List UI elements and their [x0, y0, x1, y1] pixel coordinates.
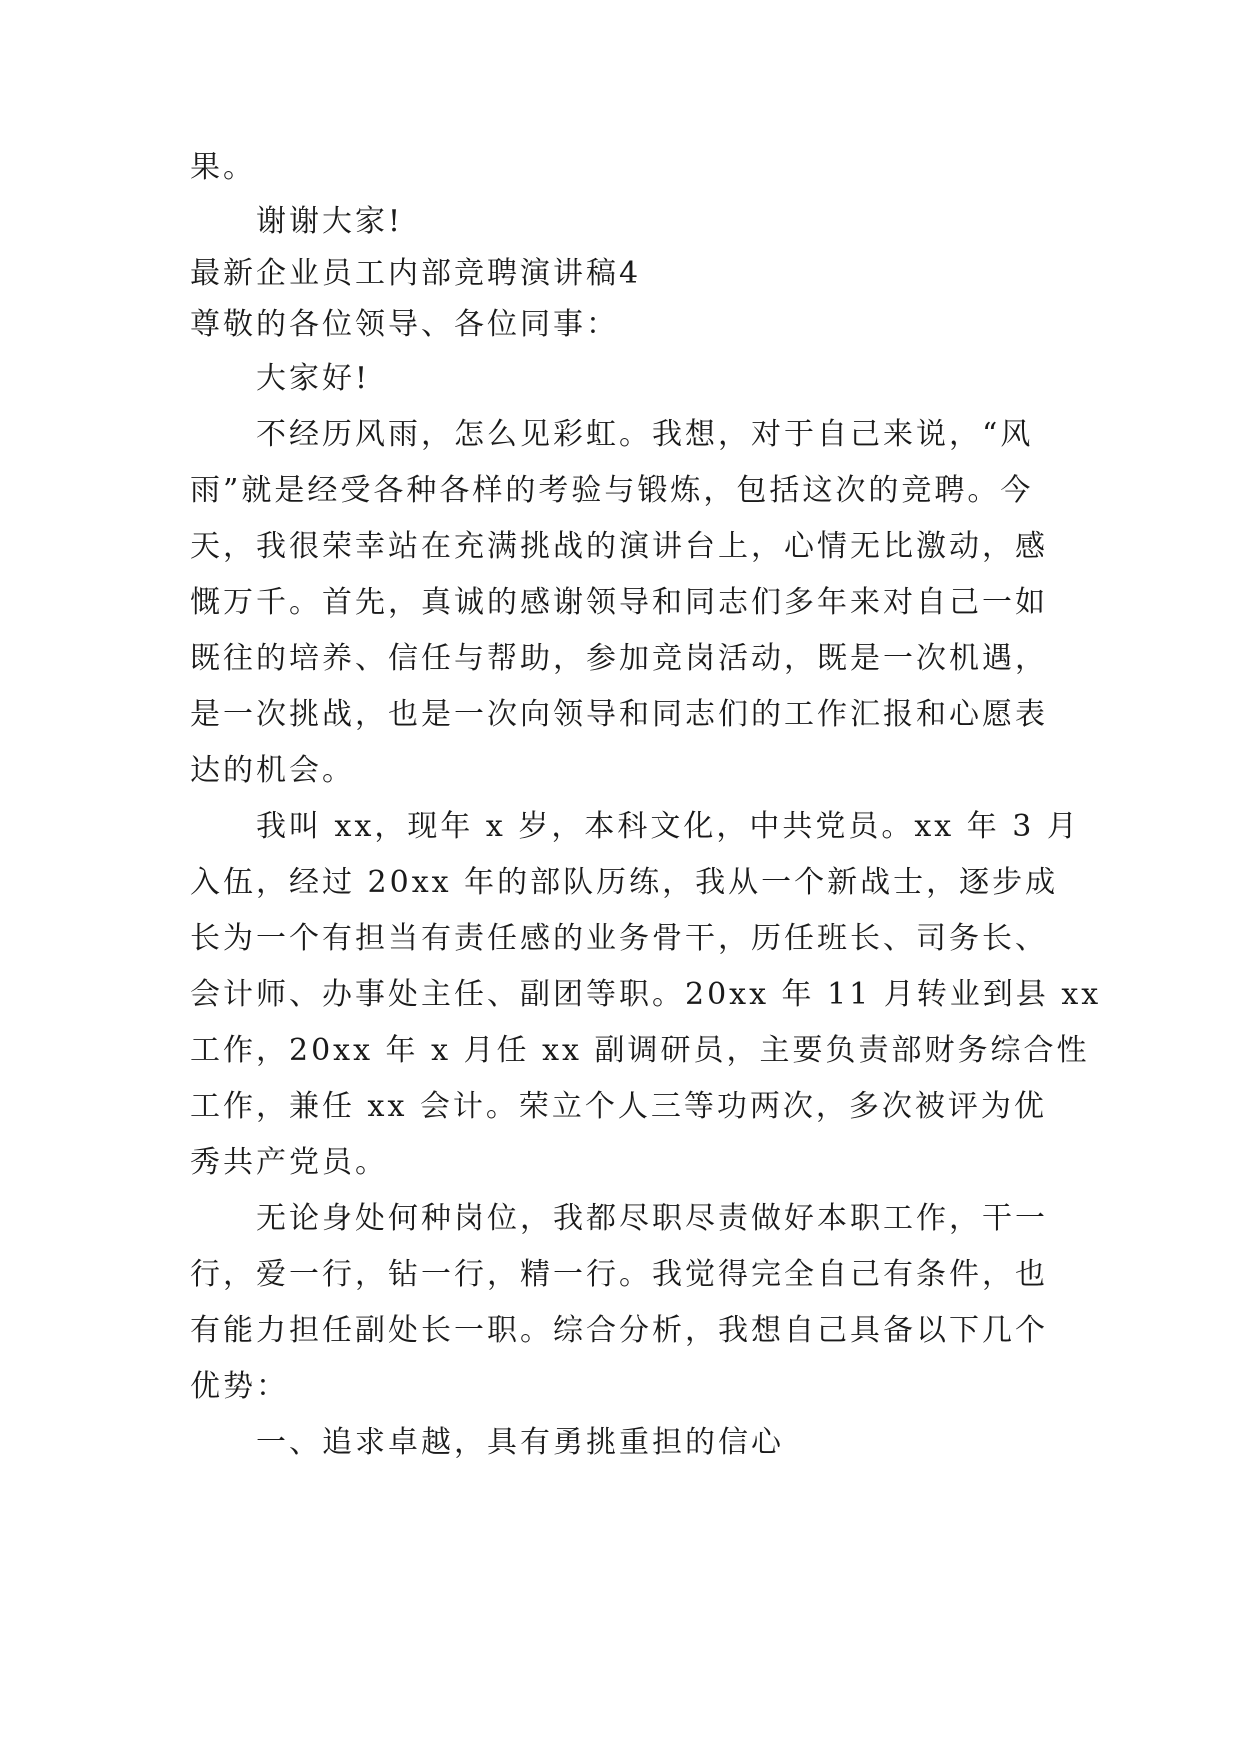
paragraph-line: 行，爱一行，钻一行，精一行。我觉得完全自己有条件，也 — [190, 1257, 1048, 1292]
paragraph-line: 不经历风雨，怎么见彩虹。我想，对于自己来说，“风 — [256, 417, 1034, 452]
text-line: 果。 — [190, 150, 256, 185]
paragraph-line: 长为一个有担当有责任感的业务骨干，历任班长、司务长、 — [190, 921, 1048, 956]
paragraph-line: 优势： — [190, 1369, 289, 1404]
greeting: 大家好! — [256, 361, 371, 396]
paragraph-line: 既往的培养、信任与帮助，参加竞岗活动，既是一次机遇， — [190, 641, 1048, 676]
paragraph-line: 会计师、办事处主任、副团等职。20xx 年 11 月转业到县 xx — [190, 977, 1102, 1012]
closing-thanks: 谢谢大家! — [256, 204, 404, 239]
paragraph-line: 天，我很荣幸站在充满挑战的演讲台上，心情无比激动，感 — [190, 529, 1048, 564]
paragraph-line: 秀共产党员。 — [190, 1145, 388, 1180]
salutation: 尊敬的各位领导、各位同事： — [190, 307, 619, 342]
section-title: 最新企业员工内部竞聘演讲稿4 — [190, 256, 642, 291]
paragraph-line: 入伍，经过 20xx 年的部队历练，我从一个新战士，逐步成 — [190, 865, 1059, 900]
paragraph-line: 有能力担任副处长一职。综合分析，我想自己具备以下几个 — [190, 1313, 1048, 1348]
subheading: 一、追求卓越，具有勇挑重担的信心 — [256, 1425, 784, 1460]
paragraph-line: 无论身处何种岗位，我都尽职尽责做好本职工作，干一 — [256, 1201, 1048, 1236]
paragraph-line: 雨”就是经受各种各样的考验与锻炼，包括这次的竞聘。今 — [190, 473, 1034, 508]
paragraph-line: 达的机会。 — [190, 753, 355, 788]
paragraph-line: 是一次挑战，也是一次向领导和同志们的工作汇报和心愿表 — [190, 697, 1048, 732]
paragraph-line: 慨万千。首先，真诚的感谢领导和同志们多年来对自己一如 — [190, 585, 1048, 620]
paragraph-line: 我叫 xx，现年 x 岁，本科文化，中共党员。xx 年 3 月 — [256, 809, 1080, 844]
paragraph-line: 工作，20xx 年 x 月任 xx 副调研员，主要负责部财务综合性 — [190, 1033, 1090, 1068]
paragraph-line: 工作，兼任 xx 会计。荣立个人三等功两次，多次被评为优 — [190, 1089, 1047, 1124]
